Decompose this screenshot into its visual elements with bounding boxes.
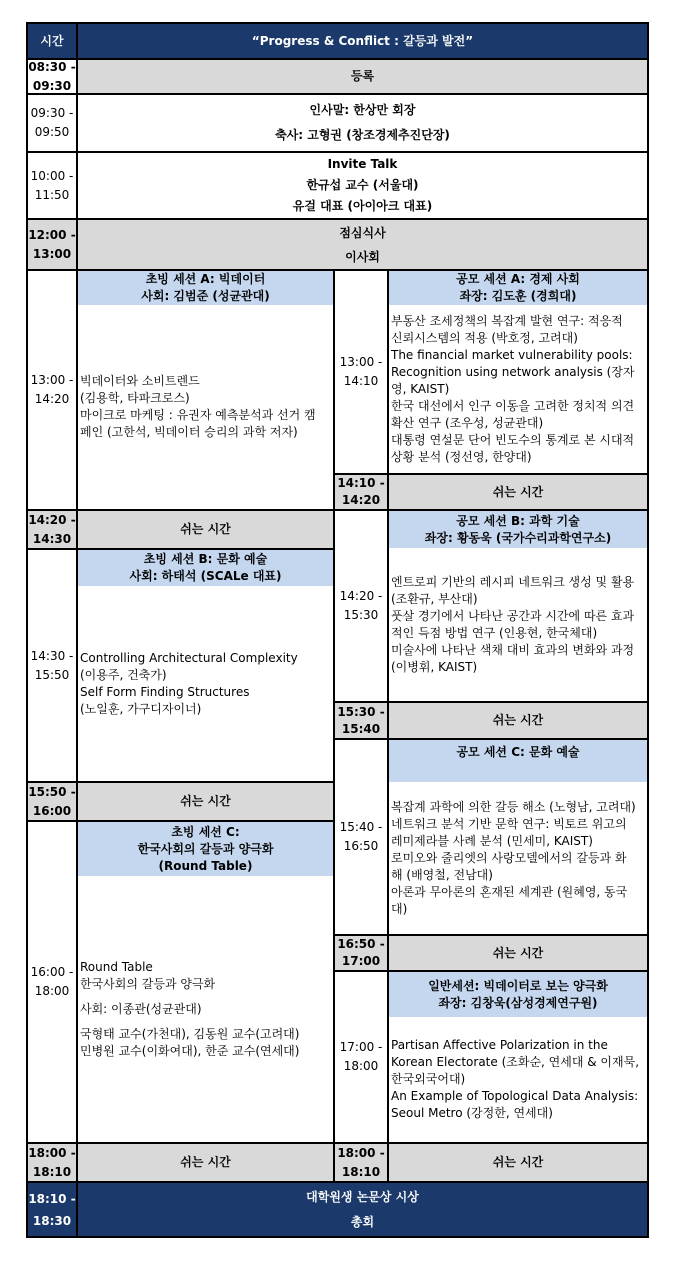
right-time-session-a: 13:00 - 14:10 [335, 271, 387, 473]
right-session-a-header: 공모 세션 A: 경제 사회 좌장: 김도훈 (경희대) [389, 271, 647, 305]
left-time-break-1: 14:20 - 14:30 [28, 511, 76, 548]
time-invite-talk: 10:00 - 11:50 [28, 153, 76, 218]
right-session-c-header: 공모 세션 C: 문화 예술 [389, 740, 647, 782]
right-session-b-header: 공모 세션 B: 과학 기술 좌장: 황동욱 (국가수리과학연구소) [389, 511, 647, 548]
right-session-a-content: 부동산 조세정책의 복잡계 발현 연구: 적응적 신뢰시스템의 적용 (박호정, 고려대) The financial market vulnerability pools: Recognition using network analysis (장자 영, KAIST) 한국 대선에서 인구 이동을 고려한 정치적 의견 확산 연구 (조우성, 성균관대) 대통령 연설문 단어 빈도수의 통계로 본 시대적 상황 분석 (정선영, 한양대) [389, 305, 647, 473]
left-break-2: 쉬는 시간 [78, 783, 333, 820]
left-time-break-3: 18:00 - 18:10 [28, 1144, 76, 1181]
time-registration: 08:30 - 09:30 [28, 60, 76, 93]
time-greetings: 09:30 - 09:50 [28, 95, 76, 151]
right-break-2: 쉬는 시간 [389, 703, 647, 738]
opening-remarks: 인사말: 한상만 회장 [309, 103, 416, 117]
left-time-break-2: 15:50 - 16:00 [28, 783, 76, 820]
congratulatory-remarks: 축사: 고형권 (창조경제추진단장) [275, 128, 450, 142]
left-time-session-b: 14:30 - 15:50 [28, 550, 76, 781]
left-session-c-header: 초빙 세션 C: 한국사회의 갈등과 양극화 (Round Table) [78, 822, 333, 876]
time-award: 18:10 - 18:30 [28, 1183, 76, 1236]
left-break-1: 쉬는 시간 [78, 511, 333, 548]
invite-talk-block: Invite Talk 한규섭 교수 (서울대) 유걸 대표 (아이아크 대표) [78, 153, 647, 218]
right-session-c-content: 복잡계 과학에 의한 갈등 해소 (노형남, 고려대) 네트워크 분석 기반 문학 연구: 빅토르 위고의 레미제라블 사례 분석 (민세미, KAIST) 로미오와 줄리엣의 사랑모델에서의 갈등과 화 해 (배영철, 전남대) 아론과 무아론의 혼재된 세계관 (원혜영, 동국 대) [389, 782, 647, 934]
right-break-3: 쉬는 시간 [389, 936, 647, 970]
right-session-d-header: 일반세션: 빅데이터로 보는 양극화 좌장: 김창욱(삼성경제연구원) [389, 972, 647, 1017]
left-session-a-header: 초빙 세션 A: 빅데이터 사회: 김범준 (성균관대) [78, 271, 333, 305]
award-ceremony: 대학원생 논문상 시상 [306, 1189, 419, 1204]
registration-label: 등록 [78, 60, 647, 93]
right-time-break-1: 14:10 - 14:20 [335, 475, 387, 509]
header-time-label: 시간 [28, 24, 76, 58]
left-time-session-a: 13:00 - 14:20 [28, 271, 76, 509]
left-session-a-content: 빅데이터와 소비트렌드 (김용학, 타파크로스) 마이크로 마케팅 : 유권자 예측분석과 선거 캠 페인 (고한석, 빅데이터 승리의 과학 저자) [78, 305, 333, 509]
left-break-3: 쉬는 시간 [78, 1144, 333, 1181]
right-time-break-2: 15:30 - 15:40 [335, 703, 387, 738]
left-time-session-c: 16:00 - 18:00 [28, 822, 76, 1142]
right-break-1: 쉬는 시간 [389, 475, 647, 509]
right-session-d-content: Partisan Affective Polarization in the Korean Electorate (조화순, 연세대 & 이재묵, 한국외국어대) An Example of Topological Data Analysis: Seoul Metro (강정한, 연세대) [389, 1017, 647, 1142]
left-session-b-header: 초빙 세션 B: 문화 예술 사회: 하태석 (SCALe 대표) [78, 550, 333, 586]
left-session-b-content: Controlling Architectural Complexity (이용주, 건축가) Self Form Finding Structures (노일훈, 가구디자이너) [78, 586, 333, 781]
right-time-session-d: 17:00 - 18:00 [335, 972, 387, 1142]
right-session-b-content: 엔트로피 기반의 레시피 네트워크 생성 및 활용 (조환규, 부산대) 풋살 경기에서 나타난 공간과 시간에 따른 효과 적인 득점 방법 연구 (인용현, 한국체대) 미술사에 나타난 색채 대비 효과의 변화와 과정 (이병휘, KAIST) [389, 548, 647, 701]
greetings-block [78, 95, 647, 151]
time-lunch: 12:00 - 13:00 [28, 220, 76, 269]
right-time-break-3: 16:50 - 17:00 [335, 936, 387, 970]
general-meeting: 총회 [350, 1214, 375, 1229]
right-time-session-b: 14:20 - 15:30 [335, 511, 387, 701]
schedule-title: “Progress & Conflict : 갈등과 발전” [78, 24, 647, 58]
lunch-block: 점심식사 이사회 [78, 220, 647, 269]
right-time-session-c: 15:40 - 16:50 [335, 740, 387, 934]
right-break-4: 쉬는 시간 [389, 1144, 647, 1181]
award-block [78, 1183, 647, 1236]
left-session-c-content: Round Table 한국사회의 갈등과 양극화 사회: 이종관(성균관대) 국형태 교수(가천대), 김동원 교수(고려대) 민병원 교수(이화여대), 한준 교수(연세대) [78, 876, 333, 1142]
right-time-break-4: 18:00 - 18:10 [335, 1144, 387, 1181]
